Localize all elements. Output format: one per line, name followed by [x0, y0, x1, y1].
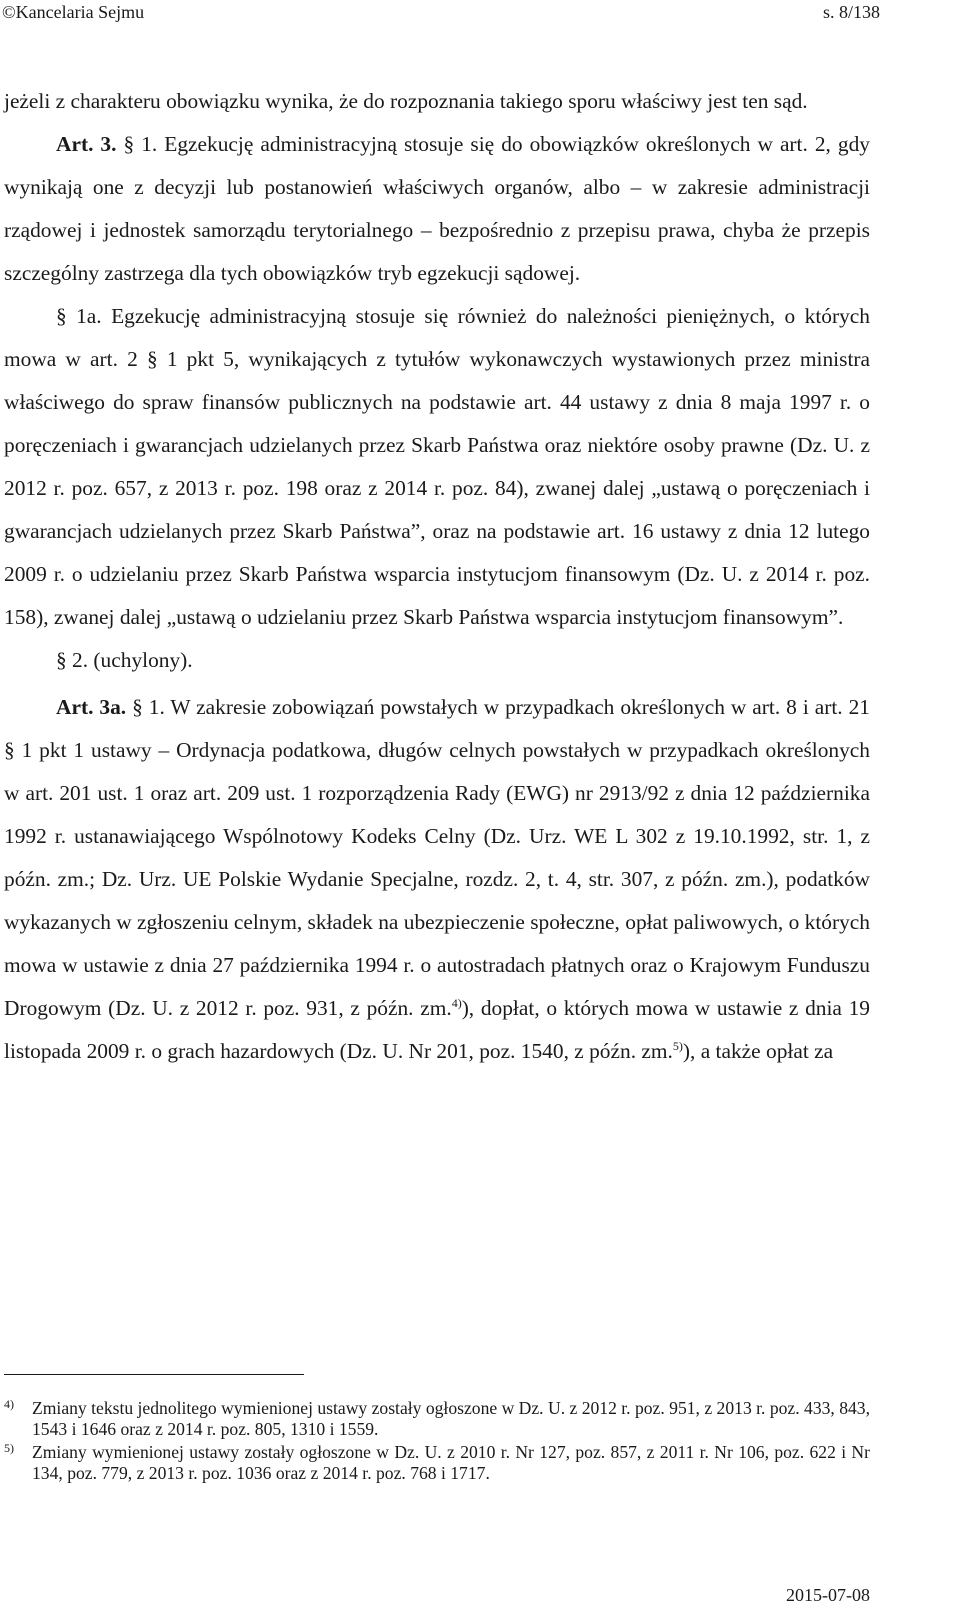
paragraph-art-3-1a: § 1a. Egzekucję administracyjną stosuje się również do należności pieniężnych, o których mowa w art. 2 § 1 pkt 5, wynikających z tytułów wykonawczych wystawionych przez ministra właściwego do spraw finansów publicznych na podstawie art. 44 ustawy z dnia 8 maja 1997 r. o poręczeniach i gwarancjach udzielanych przez Skarb Państwa oraz niektóre osoby prawne (Dz. U. z 2012 r. poz. 657, z 2013 r. poz. 198 oraz z 2014 r. poz. 84), zwanej dalej „ustawą o poręczeniach i gwarancjach udzielanych przez Skarb Państwa”, oraz na podstawie art. 16 ustawy z dnia 12 lutego 2009 r. o udzielaniu przez Skarb Państwa wsparcia instytucjom finansowym (Dz. U. z 2014 r. poz. 158), zwanej dalej „ustawą o udzielaniu przez Skarb Państwa wsparcia instytucjom finansowym”.	[4, 304, 870, 629]
article-label-3a: Art. 3a.	[56, 695, 127, 719]
article-text-3a-part1: § 1. W zakresie zobowiązań powstałych w przypadkach określonych w art. 8 i art. 21 § 1 pkt 1 ustawy – Ordynacja podatkowa, długów celnych powstałych w przypadkach określonych w art. 201 ust. 1 oraz art. 209 ust. 1 rozporządzenia Rady (EWG) nr 2913/92 z dnia 12 października 1992 r. ustanawiającego Wspólnotowy Kodeks Celny (Dz. Urz. WE L 302 z 19.10.1992, str. 1, z późn. zm.; Dz. Urz. UE Polskie Wydanie Specjalne, rozdz. 2, t. 4, str. 307, z późn. zm.), podatków wykazanych w zgłoszeniu celnym, składek na ubezpieczenie społeczne, opłat paliwowych, o których mowa w ustawie z dnia 27 października 1994 r. o autostradach płatnych oraz o Krajowym Funduszu Drogowym (Dz. U. z 2012 r. poz. 931, z późn. zm.	[4, 695, 870, 1020]
footnote-number: 4)	[4, 1397, 14, 1411]
footnote-5	[4, 1442, 870, 1484]
footnote-divider	[4, 1374, 304, 1375]
article-text-3a-part3: ), a także opłat za	[682, 1039, 834, 1063]
footnote-text: Zmiany tekstu jednolitego wymienionej ustawy zostały ogłoszone w Dz. U. z 2012 r. poz. 951, z 2013 r. poz. 433, 843, 1543 i 1646 oraz z 2014 r. poz. 805, 1310 i 1559.	[32, 1398, 871, 1439]
paragraph-continuation: jeżeli z charakteru obowiązku wynika, że do rozpoznania takiego sporu właściwy jest ten sąd.	[4, 89, 808, 113]
footnote-text: Zmiany wymienionej ustawy zostały ogłoszone w Dz. U. z 2010 r. Nr 127, poz. 857, z 2011 r. Nr 106, poz. 622 i Nr 134, poz. 779, z 2013 r. poz. 1036 oraz z 2014 r. poz. 768 i 1717.	[32, 1442, 870, 1483]
footnote-ref-4[interactable]: 4)	[451, 995, 462, 1010]
paragraph-art-3-2: § 2. (uchylony).	[56, 648, 193, 672]
paragraph-art-3	[4, 123, 870, 295]
footnote-4	[4, 1398, 870, 1440]
article-text-3: § 1. Egzekucję administracyjną stosuje się do obowiązków określonych w art. 2, gdy wynikają one z decyzji lub postanowień właściwych organów, albo – w zakresie administracji rządowej i jednostek samorządu terytorialnego – bezpośrednio z przepisu prawa, chyba że przepis szczególny zastrzega dla tych obowiązków tryb egzekucji sądowej.	[4, 132, 871, 285]
footer-date: 2015-07-08	[786, 1585, 870, 1605]
article-text-3a-part2: ), dopłat, o których mowa w ustawie z dnia 19 listopada 2009 r. o grach hazardowych (Dz. U. Nr 201, poz. 1540, z późn. zm.	[4, 996, 870, 1063]
footnote-number: 5)	[4, 1441, 14, 1455]
header-publisher: ©Kancelaria Sejmu	[2, 2, 145, 22]
article-label-3: Art. 3.	[56, 132, 117, 156]
footnote-ref-5[interactable]: 5)	[672, 1038, 683, 1053]
header-page-number: s. 8/138	[822, 2, 880, 22]
paragraph-art-3a	[4, 686, 870, 1073]
page-header	[0, 0, 880, 24]
footnotes	[4, 1398, 870, 1486]
document-body	[4, 80, 870, 1073]
